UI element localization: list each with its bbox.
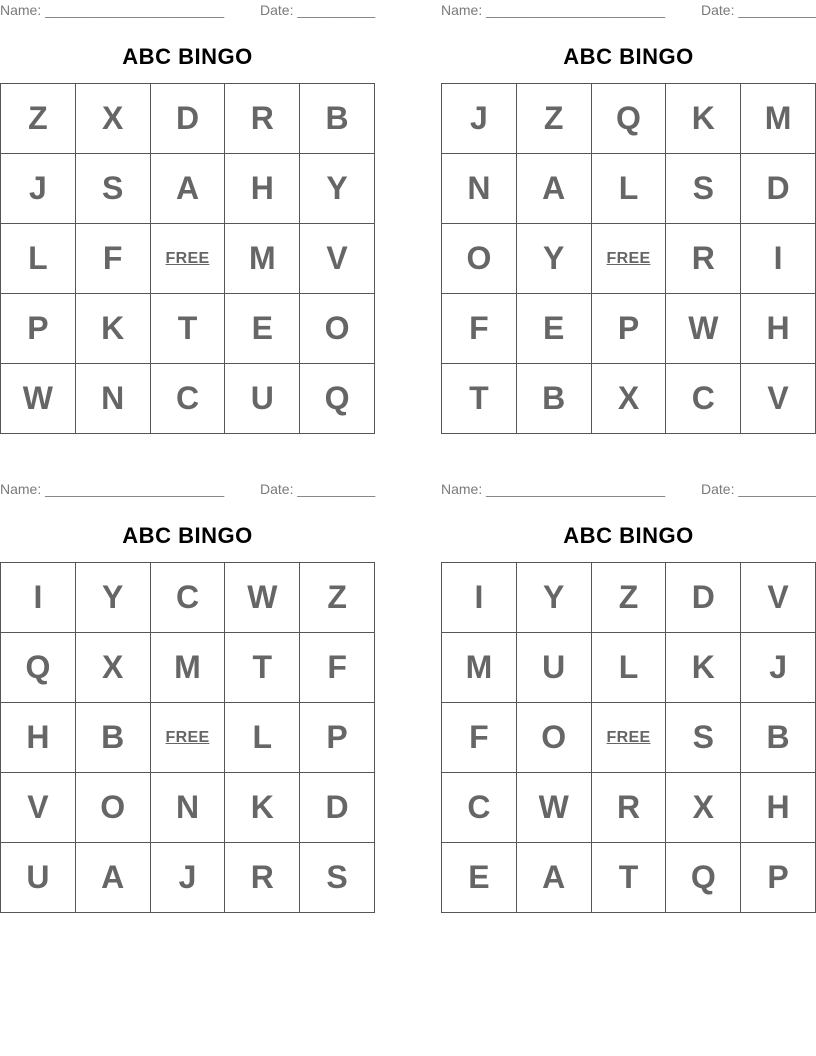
bingo-cell: X (592, 364, 667, 434)
name-field-label: Name: _______________________ (0, 2, 225, 18)
bingo-cell: E (225, 294, 300, 364)
bingo-cell: Q (1, 633, 76, 703)
bingo-cell: B (300, 84, 375, 154)
free-space-cell: FREE (151, 703, 226, 773)
bingo-cell: B (741, 703, 816, 773)
bingo-cell: B (517, 364, 592, 434)
bingo-cell: J (442, 84, 517, 154)
bingo-cell: T (442, 364, 517, 434)
bingo-cell: S (300, 843, 375, 913)
date-field-label: Date: __________ (260, 481, 376, 497)
bingo-cell: P (300, 703, 375, 773)
bingo-cell: U (1, 843, 76, 913)
bingo-cell: Y (300, 154, 375, 224)
bingo-cell: T (592, 843, 667, 913)
bingo-cell: C (151, 364, 226, 434)
bingo-cell: Q (666, 843, 741, 913)
date-field-label: Date: __________ (701, 2, 816, 18)
bingo-cell: F (442, 703, 517, 773)
bingo-cell: P (592, 294, 667, 364)
bingo-cell: R (225, 84, 300, 154)
card-title: ABC BINGO (122, 523, 253, 548)
bingo-card (441, 0, 816, 416)
bingo-cell: D (666, 563, 741, 633)
bingo-cell: A (517, 154, 592, 224)
bingo-cell: O (517, 703, 592, 773)
bingo-cell: Z (300, 563, 375, 633)
bingo-cell: H (741, 773, 816, 843)
bingo-cell: V (741, 563, 816, 633)
card-title: ABC BINGO (563, 523, 694, 548)
bingo-cell: X (76, 633, 151, 703)
bingo-cell: F (76, 224, 151, 294)
bingo-cell: D (741, 154, 816, 224)
name-date-line (441, 0, 816, 22)
bingo-cell: E (517, 294, 592, 364)
bingo-cell: J (1, 154, 76, 224)
name-date-line (0, 0, 375, 22)
bingo-cell: V (300, 224, 375, 294)
bingo-cell: O (442, 224, 517, 294)
bingo-cell: P (1, 294, 76, 364)
bingo-cell: Z (1, 84, 76, 154)
bingo-cell: C (151, 563, 226, 633)
bingo-cell: S (76, 154, 151, 224)
bingo-cell: C (442, 773, 517, 843)
bingo-cell: K (666, 633, 741, 703)
bingo-cell: L (592, 154, 667, 224)
bingo-cell: X (76, 84, 151, 154)
bingo-cell: Q (300, 364, 375, 434)
bingo-cell: L (1, 224, 76, 294)
bingo-cell: Y (517, 224, 592, 294)
bingo-cell: D (300, 773, 375, 843)
bingo-cell: N (151, 773, 226, 843)
bingo-cell: R (592, 773, 667, 843)
name-date-line (441, 479, 816, 501)
bingo-cell: V (1, 773, 76, 843)
bingo-cell: I (1, 563, 76, 633)
bingo-cell: R (666, 224, 741, 294)
bingo-cell: C (666, 364, 741, 434)
bingo-cell: U (225, 364, 300, 434)
bingo-cell: D (151, 84, 226, 154)
bingo-cell: I (741, 224, 816, 294)
bingo-cell: W (225, 563, 300, 633)
bingo-cell: W (517, 773, 592, 843)
bingo-cell: Y (517, 563, 592, 633)
bingo-cell: T (225, 633, 300, 703)
bingo-cell: Z (517, 84, 592, 154)
free-space-cell: FREE (151, 224, 226, 294)
bingo-cell: I (442, 563, 517, 633)
bingo-cell: P (741, 843, 816, 913)
bingo-cell: S (666, 703, 741, 773)
bingo-cell: M (442, 633, 517, 703)
bingo-cell: Z (592, 563, 667, 633)
free-space-cell: FREE (592, 703, 667, 773)
free-space-cell: FREE (592, 224, 667, 294)
bingo-cell: F (442, 294, 517, 364)
bingo-cell: S (666, 154, 741, 224)
bingo-cell: E (442, 843, 517, 913)
date-field-label: Date: __________ (701, 481, 816, 497)
bingo-cell: W (1, 364, 76, 434)
bingo-cell: K (76, 294, 151, 364)
bingo-cell: Y (76, 563, 151, 633)
name-date-line (0, 479, 375, 501)
bingo-cell: R (225, 843, 300, 913)
bingo-cell: A (517, 843, 592, 913)
bingo-cell: H (225, 154, 300, 224)
bingo-cell: L (592, 633, 667, 703)
name-field-label: Name: _______________________ (441, 2, 666, 18)
bingo-cell: K (666, 84, 741, 154)
bingo-cell: A (76, 843, 151, 913)
bingo-cell: L (225, 703, 300, 773)
bingo-cell: J (741, 633, 816, 703)
bingo-cell: V (741, 364, 816, 434)
bingo-cell: U (517, 633, 592, 703)
bingo-cell: M (151, 633, 226, 703)
bingo-cell: O (300, 294, 375, 364)
card-title: ABC BINGO (122, 44, 253, 69)
bingo-grid (0, 562, 375, 913)
name-field-label: Name: _______________________ (0, 481, 225, 497)
bingo-cell: T (151, 294, 226, 364)
date-field-label: Date: __________ (260, 2, 376, 18)
bingo-cell: K (225, 773, 300, 843)
name-field-label: Name: _______________________ (441, 481, 666, 497)
bingo-cell: O (76, 773, 151, 843)
bingo-grid (0, 83, 375, 434)
bingo-card (441, 479, 816, 895)
bingo-cell: A (151, 154, 226, 224)
bingo-cell: B (76, 703, 151, 773)
bingo-cell: W (666, 294, 741, 364)
bingo-cell: X (666, 773, 741, 843)
bingo-cell: J (151, 843, 226, 913)
bingo-cell: M (225, 224, 300, 294)
bingo-cell: H (1, 703, 76, 773)
bingo-cell: N (442, 154, 517, 224)
bingo-cell: F (300, 633, 375, 703)
bingo-grid (441, 83, 816, 434)
bingo-card (0, 0, 376, 416)
bingo-cell: M (741, 84, 816, 154)
bingo-cell: Q (592, 84, 667, 154)
card-title: ABC BINGO (563, 44, 694, 69)
bingo-grid (441, 562, 816, 913)
bingo-cell: N (76, 364, 151, 434)
bingo-card (0, 479, 376, 895)
bingo-cell: H (741, 294, 816, 364)
